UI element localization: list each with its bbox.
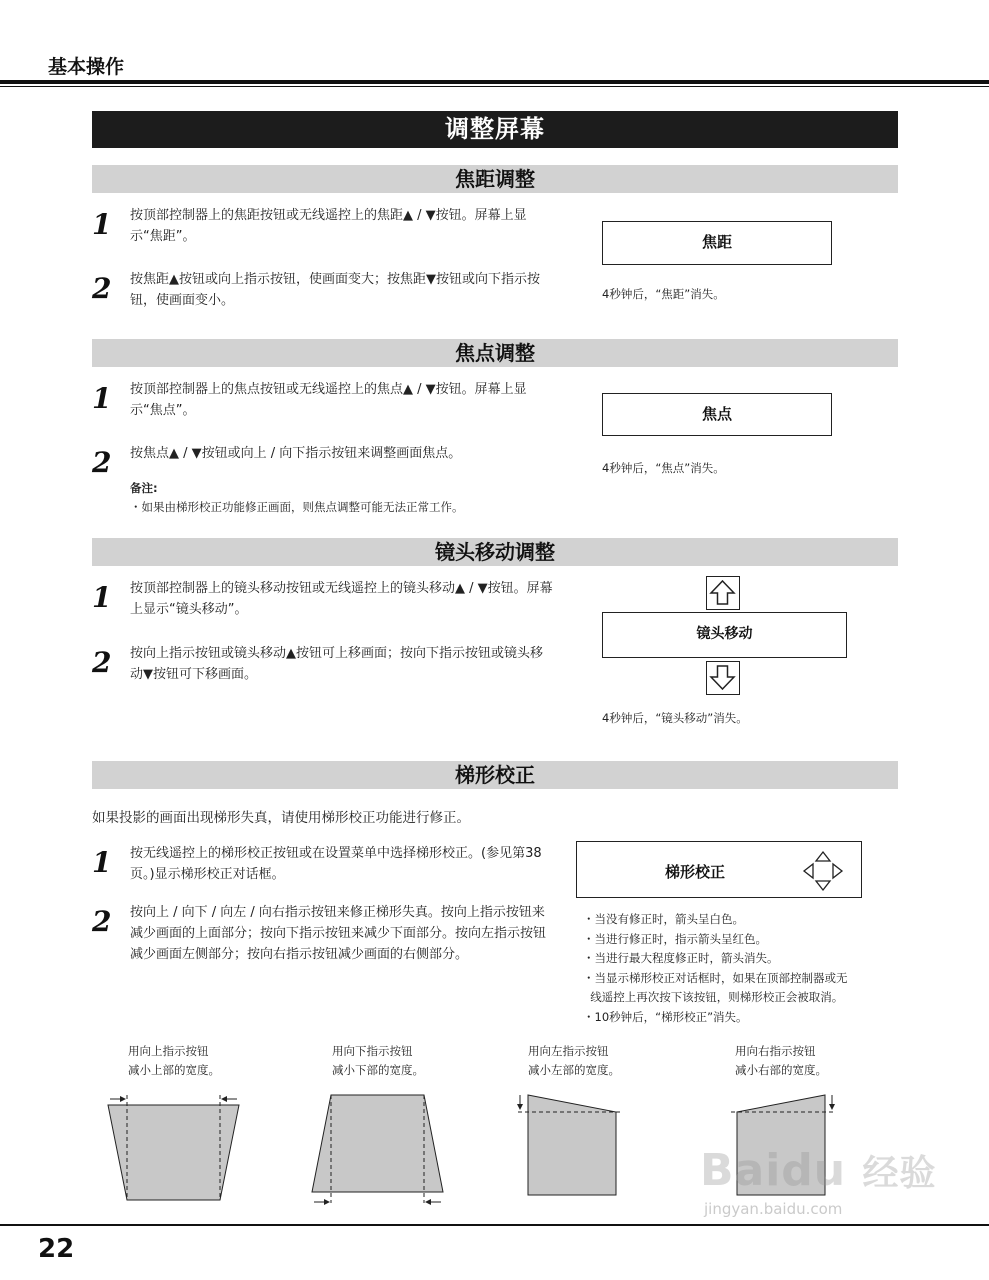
osd-caption: 4秒钟后，“镜头移动”消失。: [602, 711, 748, 725]
watermark-url: jingyan.baidu.com: [704, 1200, 843, 1218]
step-number: 2: [92, 446, 112, 479]
watermark: [700, 1145, 936, 1218]
keystone-diagram-up: [100, 1085, 250, 1210]
note-text: ・如果由梯形校正功能修正画面，则焦点调整可能无法正常工作。: [130, 500, 464, 514]
diagram-caption-left: 用向左指示按钮 减小左部的宽度。: [528, 1044, 620, 1077]
step-number: 2: [92, 905, 112, 938]
step-text: 按顶部控制器上的焦点按钮或无线遥控上的焦点▲ / ▼按钮。屏幕上显示“焦点”。: [130, 382, 527, 418]
osd-caption: 4秒钟后，“焦点”消失。: [602, 461, 725, 475]
step-text: 按向上指示按钮或镜头移动▲按钮可上移画面；按向下指示按钮或镜头移动▼按钮可下移画面。: [130, 646, 543, 682]
watermark-sub: 经验: [862, 1153, 937, 1194]
osd-focus-box: [602, 393, 832, 436]
down-arrow-box: [706, 661, 740, 695]
footer-rule: [0, 1224, 989, 1226]
page-title: 调整屏幕: [92, 111, 898, 148]
keystone-intro: 如果投影的画面出现梯形失真，请使用梯形校正功能进行修正。: [92, 810, 470, 826]
bullet-item: 线遥控上再次按下该按钮，则梯形校正会被取消。: [583, 990, 844, 1004]
down-arrow-icon: [707, 662, 738, 693]
osd-label: 镜头移动: [696, 626, 753, 642]
step-text: 按焦距▲按钮或向上指示按钮，使画面变大；按焦距▼按钮或向下指示按钮，使画面变小。: [130, 272, 540, 308]
step-number: 1: [92, 581, 112, 614]
bullet-item: ・当进行修正时，指示箭头呈红色。: [583, 931, 767, 946]
osd-keystone-box: [576, 841, 862, 898]
keystone-diagram-down: [305, 1085, 455, 1210]
keystone-bullet-list: [583, 910, 848, 1027]
header-rule: [0, 80, 989, 84]
step-number: 1: [92, 846, 112, 879]
chapter-title: 基本操作: [48, 56, 125, 78]
section-heading-keystone: 梯形校正: [92, 761, 898, 789]
bullet-item: ・10秒钟后，“梯形校正”消失。: [583, 1009, 748, 1024]
osd-zoom-box: [602, 221, 832, 265]
bullet-item: ・当显示梯形校正对话框时，如果在顶部控制器或无: [583, 970, 848, 985]
step-number: 2: [92, 646, 112, 679]
step-number: 1: [92, 382, 112, 415]
step-number: 2: [92, 272, 112, 305]
section-heading-focus: 焦点调整: [92, 339, 898, 367]
section-heading-zoom: 焦距调整: [92, 165, 898, 193]
step-text: 按顶部控制器上的镜头移动按钮或无线遥控上的镜头移动▲ / ▼按钮。屏幕上显示“镜头移动”。: [130, 581, 553, 617]
keystone-diagram-left: [510, 1085, 630, 1205]
diagram-caption-up: 用向上指示按钮 减小上部的宽度。: [128, 1044, 220, 1077]
osd-lens-shift-box: [602, 612, 847, 658]
step-text: 按顶部控制器上的焦距按钮或无线遥控上的焦距▲ / ▼按钮。屏幕上显示“焦距”。: [130, 208, 527, 244]
bullet-item: ・当没有修正时，箭头呈白色。: [583, 912, 744, 926]
diagram-caption-right: 用向右指示按钮 减小右部的宽度。: [735, 1044, 827, 1077]
step-text: 按向上 / 向下 / 向左 / 向右指示按钮来修正梯形失真。按向上指示按钮来减少画面的上面部分；按向下指示按钮来减少下面部分。按向左指示按钮减少画面左侧部分；按向右指示按钮减少画面的右侧部分。: [130, 905, 547, 962]
osd-label: 焦点: [701, 405, 732, 423]
section-heading-lens-shift: 镜头移动调整: [92, 538, 898, 566]
up-arrow-icon: [707, 577, 738, 608]
step-text: 按无线遥控上的梯形校正按钮或在设置菜单中选择梯形校正。(参见第38页。)显示梯形校正对话框。: [130, 846, 542, 882]
direction-arrows-icon: [800, 850, 846, 892]
up-arrow-box: [706, 576, 740, 610]
bullet-item: ・当进行最大程度修正时，箭头消失。: [583, 951, 779, 965]
page-number: 22: [38, 1234, 75, 1264]
watermark-brand: Baidu: [700, 1145, 847, 1196]
diagram-caption-down: 用向下指示按钮 减小下部的宽度。: [332, 1044, 424, 1077]
note-label: 备注:: [130, 481, 158, 495]
osd-caption: 4秒钟后，“焦距”消失。: [602, 287, 725, 301]
step-number: 1: [92, 208, 112, 241]
step-text: 按焦点▲ / ▼按钮或向上 / 向下指示按钮来调整画面焦点。: [130, 446, 462, 461]
header-rule-thin: [0, 86, 989, 87]
osd-label: 焦距: [701, 233, 732, 251]
osd-label: 梯形校正: [665, 863, 726, 881]
